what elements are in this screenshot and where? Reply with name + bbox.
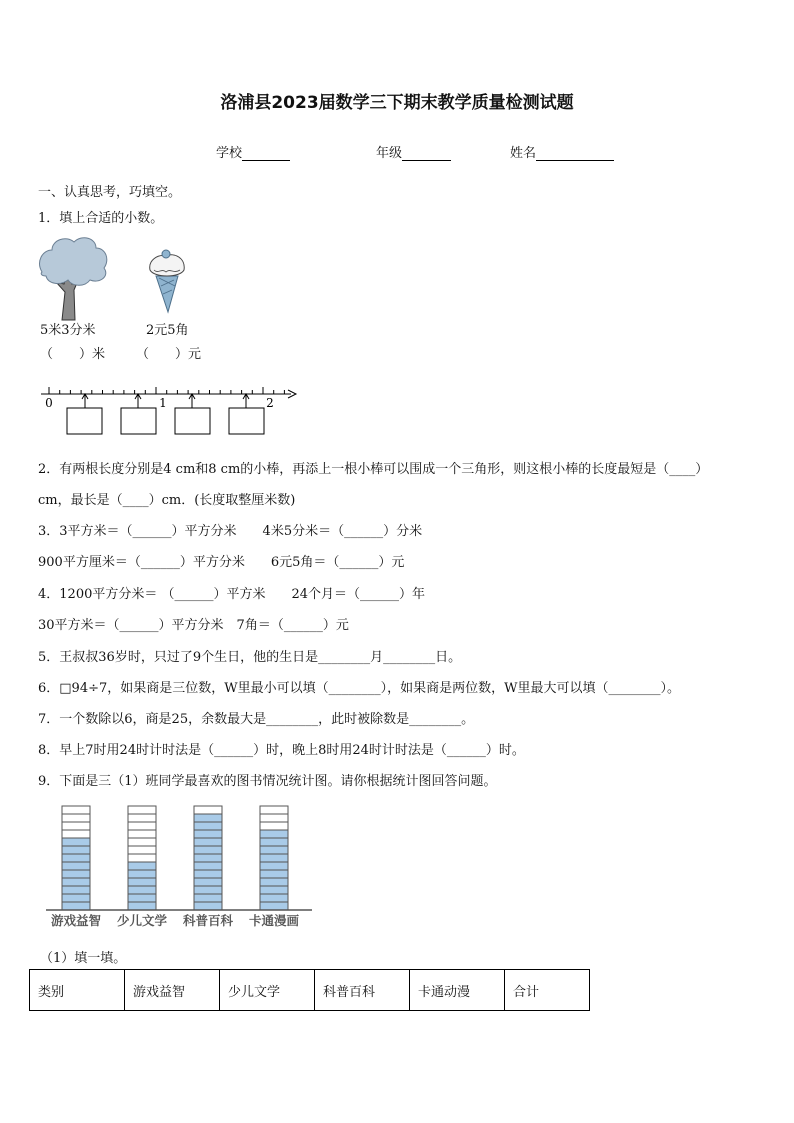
bar-segment-filled <box>128 870 156 878</box>
bar-segment-filled <box>194 830 222 838</box>
bar-segment-filled <box>194 886 222 894</box>
bar-segment-empty <box>62 830 90 838</box>
bar-segment-filled <box>260 862 288 870</box>
table-cell: 卡通动漫 <box>410 970 505 1011</box>
bar-segment-empty <box>128 830 156 838</box>
question-4-line-2: 30平方米＝（______）平方分米 7角＝（______）元 <box>38 618 349 633</box>
tree-length-label: 5米3分米 <box>40 323 96 338</box>
bar-segment-empty <box>128 806 156 814</box>
bar-segment-filled <box>62 862 90 870</box>
bar-segment-filled <box>260 886 288 894</box>
bar-segment-filled <box>260 894 288 902</box>
bar-segment-filled <box>194 822 222 830</box>
bar-segment-filled <box>260 878 288 886</box>
question-2-line-1: 2．有两根长度分别是4 cm和8 cm的小棒，再添上一根小棒可以围成一个三角形，则这根小棒的长度最短是（____） <box>38 462 709 477</box>
question-9: 9．下面是三（1）班同学最喜欢的图书情况统计图。请你根据统计图回答问题。 <box>38 774 497 789</box>
ruler-label-2: 2 <box>266 396 274 410</box>
bar-segment-filled <box>194 870 222 878</box>
bar-segment-filled <box>260 830 288 838</box>
school-field[interactable]: 学校 <box>216 142 290 161</box>
bar-segment-filled <box>194 838 222 846</box>
bar-segment-filled <box>62 886 90 894</box>
cone-price-label: 2元5角 <box>146 323 189 338</box>
table-cell: 游戏益智 <box>125 970 220 1011</box>
bar-segment-filled <box>62 846 90 854</box>
bar-segment-filled <box>194 878 222 886</box>
question-6: 6．□94÷7，如果商是三位数，W里最小可以填（________），如果商是两位数，W里最大可以填（________）。 <box>38 681 680 696</box>
question-5: 5．王叔叔36岁时，只过了9个生日，他的生日是________月________日。 <box>38 650 462 665</box>
bar-segment-filled <box>128 878 156 886</box>
grade-field[interactable]: 年级 <box>376 142 451 161</box>
bar-segment-filled <box>194 902 222 910</box>
bar-segment-empty <box>128 846 156 854</box>
bar-segment-empty <box>128 838 156 846</box>
bar-segment-filled <box>260 902 288 910</box>
bar-segment-filled <box>62 838 90 846</box>
question-2-line-2: cm，最长是（____）cm．(长度取整厘米数) <box>38 493 296 508</box>
bar-segment-empty <box>62 814 90 822</box>
bar-segment-filled <box>194 854 222 862</box>
table-cell: 科普百科 <box>315 970 410 1011</box>
table-cell: 类别 <box>30 970 125 1011</box>
bar-segment-filled <box>194 846 222 854</box>
bar-segment-filled <box>128 862 156 870</box>
bar-segment-empty <box>62 806 90 814</box>
bar-segment-filled <box>194 894 222 902</box>
ruler-label-0: 0 <box>45 396 53 410</box>
tree-icon <box>34 232 109 322</box>
answer-box-4[interactable] <box>229 408 264 434</box>
bar-segment-filled <box>62 902 90 910</box>
page-title: 洛浦县2023届数学三下期末教学质量检测试题 <box>220 93 574 113</box>
ice-cream-cone-icon <box>144 248 190 314</box>
answer-box-3[interactable] <box>175 408 210 434</box>
bar-segment-filled <box>62 894 90 902</box>
bar-segment-filled <box>128 894 156 902</box>
bar-segment-filled <box>260 838 288 846</box>
bar-segment-filled <box>194 862 222 870</box>
meter-blank[interactable]: （ ）米 <box>40 347 106 362</box>
section-heading: 一、认真思考，巧填空。 <box>38 185 182 200</box>
bar-segment-filled <box>260 854 288 862</box>
bar-segment-filled <box>260 846 288 854</box>
bar-segment-filled <box>62 870 90 878</box>
category-label: 卡通漫画 <box>248 913 300 928</box>
bar-segment-empty <box>128 822 156 830</box>
category-label: 游戏益智 <box>50 913 102 928</box>
ruler-label-1: 1 <box>159 396 167 410</box>
bar-segment-filled <box>62 878 90 886</box>
bar-segment-filled <box>260 870 288 878</box>
bar-segment-empty <box>128 814 156 822</box>
bar-segment-empty <box>194 806 222 814</box>
bar-segment-filled <box>194 814 222 822</box>
bar-segment-empty <box>260 806 288 814</box>
bar-segment-empty <box>62 822 90 830</box>
table-cell: 少儿文学 <box>220 970 315 1011</box>
answer-box-1[interactable] <box>67 408 102 434</box>
answer-box-2[interactable] <box>121 408 156 434</box>
table-row <box>30 970 590 1011</box>
question-1: 1．填上合适的小数。 <box>38 211 164 226</box>
table-cell: 合计 <box>505 970 590 1011</box>
bar-segment-empty <box>260 814 288 822</box>
category-label: 少儿文学 <box>116 913 168 928</box>
question-7: 7．一个数除以6，商是25，余数最大是________，此时被除数是________。 <box>38 712 475 727</box>
name-field[interactable]: 姓名 <box>510 142 614 161</box>
yuan-blank[interactable]: （ ）元 <box>136 347 202 362</box>
book-preference-chart <box>44 800 316 932</box>
bar-segment-empty <box>260 822 288 830</box>
question-4-line-1: 4．1200平方分米＝ （______）平方米 24个月＝（______）年 <box>38 587 426 602</box>
question-8: 8．早上7时用24时计时法是（______）时，晚上8时用24时计时法是（______）时。 <box>38 743 525 758</box>
category-table <box>29 969 590 1011</box>
bar-segment-filled <box>62 854 90 862</box>
question-3-line-2: 900平方厘米＝（______）平方分米 6元5角＝（______）元 <box>38 555 405 570</box>
bar-segment-empty <box>128 854 156 862</box>
bar-segment-filled <box>128 886 156 894</box>
bar-segment-filled <box>128 902 156 910</box>
sub-question-1: （1）填一填。 <box>40 951 127 966</box>
category-label: 科普百科 <box>182 913 234 928</box>
question-3-line-1: 3．3平方米＝（______）平方分米 4米5分米＝（______）分米 <box>38 524 423 539</box>
number-line <box>36 380 298 440</box>
